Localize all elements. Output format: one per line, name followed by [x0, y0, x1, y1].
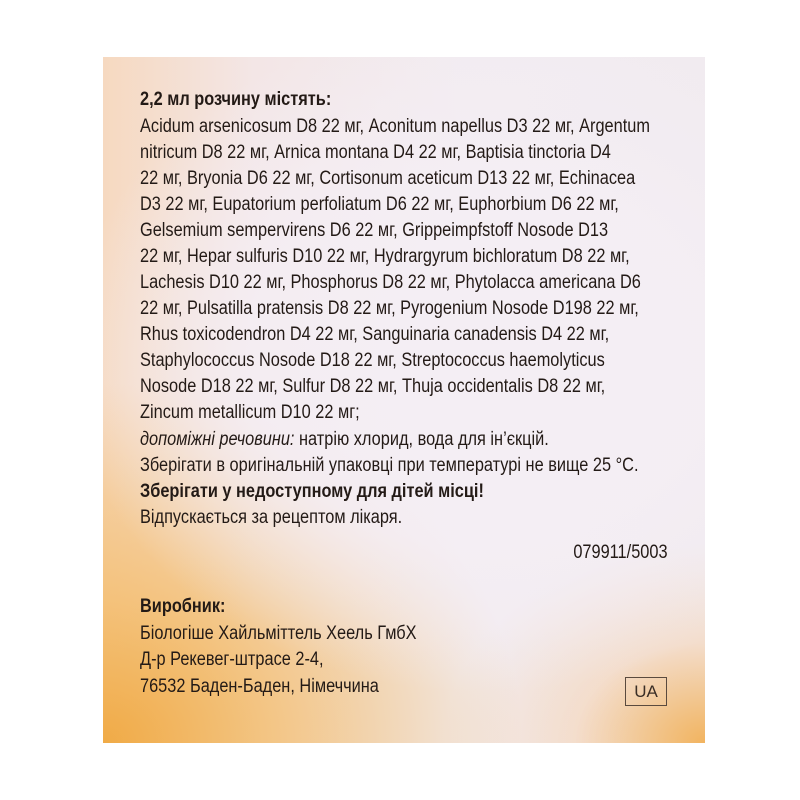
manufacturer-street: Д-р Рекевег-штрасе 2-4,	[140, 649, 324, 670]
composition-line: Gelsemium sempervirens D6 22 мг, Grippeimpfstoff Nosode D13	[140, 220, 609, 241]
composition-title: 2,2 мл розчину містять:	[140, 89, 332, 110]
manufacturer-city: 76532 Баден-Баден, Німеччина	[140, 676, 379, 697]
composition-line: D3 22 мг, Eupatorium perfoliatum D6 22 мг, Euphorbium D6 22 мг,	[140, 194, 619, 215]
composition-line: Lachesis D10 22 мг, Phosphorus D8 22 мг, Phytolacca americana D6	[140, 272, 641, 293]
package-insert-card	[103, 57, 705, 743]
composition-line: Staphylococcus Nosode D18 22 мг, Streptococcus haemolyticus	[140, 350, 605, 371]
excipients-line	[140, 428, 549, 452]
storage-temperature: Зберігати в оригінальній упаковці при температурі не вище 25 °C.	[140, 455, 639, 476]
composition-line: Acidum arsenicosum D8 22 мг, Aconitum napellus D3 22 мг, Argentum	[140, 116, 650, 137]
registration-code: 079911/5003	[573, 542, 668, 563]
composition-line: 22 мг, Hepar sulfuris D10 22 мг, Hydrargyrum bichloratum D8 22 мг,	[140, 246, 630, 267]
composition-line: 22 мг, Pulsatilla pratensis D8 22 мг, Pyrogenium Nosode D198 22 мг,	[140, 298, 639, 319]
composition-line: 22 мг, Bryonia D6 22 мг, Cortisonum aceticum D13 22 мг, Echinacea	[140, 168, 636, 189]
composition-line: Rhus toxicodendron D4 22 мг, Sanguinaria canadensis D4 22 мг,	[140, 324, 610, 345]
composition-line: Zincum metallicum D10 22 мг;	[140, 402, 360, 423]
manufacturer-name: Біологіше Хайльміттель Хеель ГмбХ	[140, 623, 417, 644]
manufacturer-label: Виробник:	[140, 596, 226, 617]
excipients-value: натрію хлорид, вода для ін’єкцій.	[294, 429, 549, 450]
composition-line: nitricum D8 22 мг, Arnica montana D4 22 мг, Baptisia tinctoria D4	[140, 142, 611, 163]
children-warning: Зберігати у недоступному для дітей місці!	[140, 481, 484, 502]
composition-line: Nosode D18 22 мг, Sulfur D8 22 мг, Thuja occidentalis D8 22 мг,	[140, 376, 606, 397]
country-badge: UA	[625, 677, 667, 706]
prescription-note: Відпускається за рецептом лікаря.	[140, 507, 403, 528]
excipients-label: допоміжні речовини:	[140, 429, 295, 450]
